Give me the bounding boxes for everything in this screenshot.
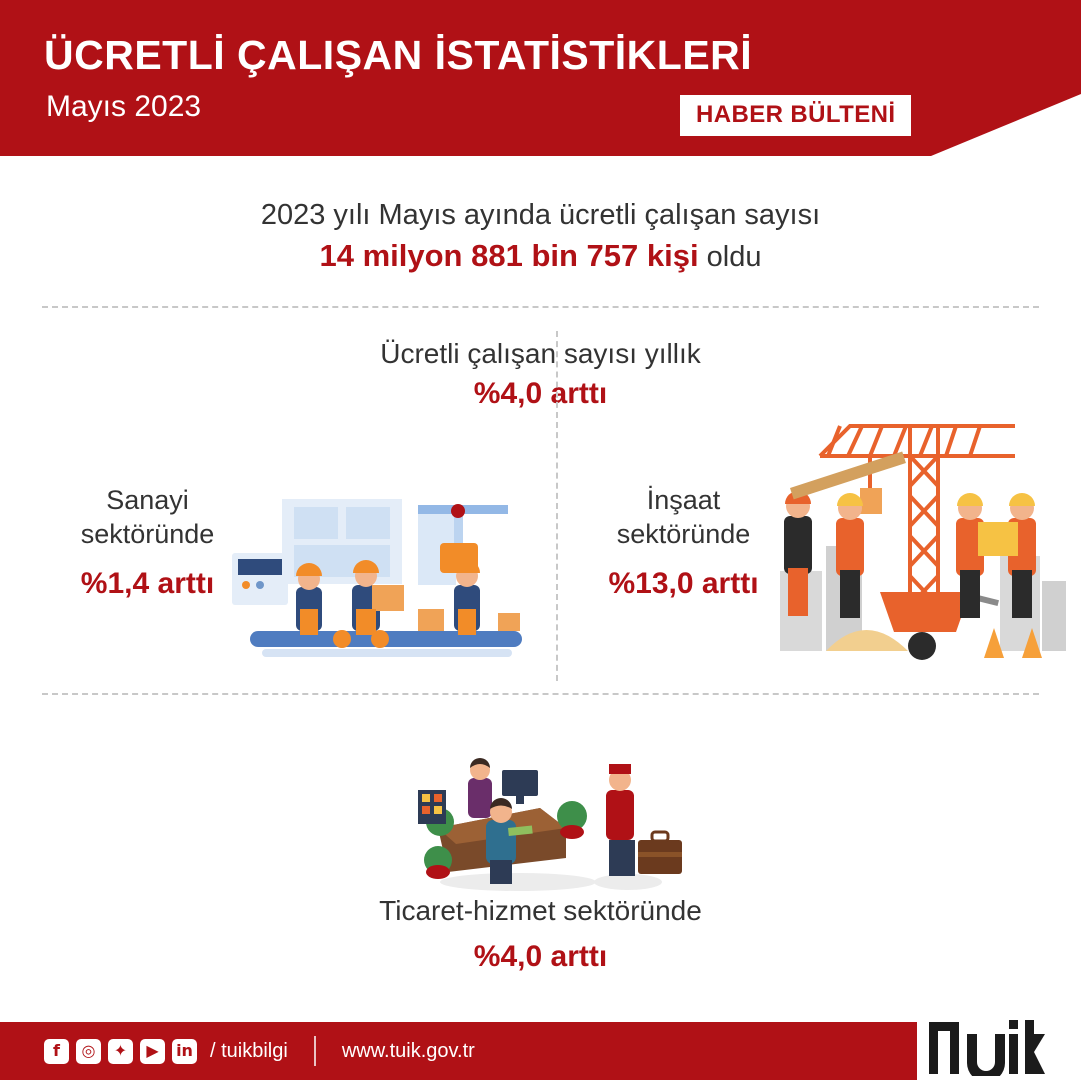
page-header	[0, 0, 1081, 156]
social-handle: / tuikbilgi	[210, 1039, 288, 1062]
youtube-icon[interactable]: ▶	[140, 1039, 165, 1064]
sector-sanayi-value: %1,4 arttı	[80, 566, 215, 600]
divider-bottom	[42, 693, 1039, 695]
tuik-logo	[929, 1020, 1045, 1076]
divider-vertical	[556, 331, 558, 681]
lead-line-2	[0, 235, 1081, 277]
sector-ticaret-value: %4,0 arttı	[473, 940, 608, 974]
lead-statement	[0, 196, 1081, 277]
social-links	[44, 1039, 197, 1064]
headline-value: 14 milyon 881 bin 757 kişi	[319, 238, 699, 274]
sector-sanayi-name-line2: sektöründe	[80, 518, 215, 549]
lead-line-1: 2023 yılı Mayıs ayında ücretli çalışan sayısı	[260, 199, 821, 231]
twitter-icon[interactable]: ✦	[108, 1039, 133, 1064]
annual-change-value: %4,0 arttı	[473, 377, 608, 411]
instagram-icon[interactable]: ◎	[76, 1039, 101, 1064]
headline-suffix: oldu	[698, 241, 762, 274]
page-title: ÜCRETLİ ÇALIŞAN İSTATİSTİKLERİ	[44, 32, 753, 78]
sector-insaat-value: %13,0 arttı	[608, 566, 759, 600]
annual-change-label: Ücretli çalışan sayısı yıllık	[380, 338, 701, 369]
bulletin-badge: HABER BÜLTENİ	[680, 95, 911, 136]
sector-insaat-name-line1: İnşaat	[646, 485, 721, 515]
footer-separator	[314, 1036, 316, 1066]
page-footer	[0, 1022, 1081, 1080]
sector-ticaret-label	[0, 891, 1081, 978]
sector-ticaret-name: Ticaret-hizmet sektöründe	[379, 895, 702, 926]
tuik-logo-mark	[929, 1020, 1045, 1076]
page-subtitle: Mayıs 2023	[46, 90, 202, 123]
construction-workers-illustration	[770, 396, 1070, 681]
factory-workers-illustration	[222, 481, 552, 681]
linkedin-icon[interactable]: in	[172, 1039, 197, 1064]
sector-sanayi-name-line1: Sanayi	[106, 485, 189, 515]
sector-insaat-name-line2: sektöründe	[616, 518, 751, 549]
main-content	[0, 156, 1081, 1022]
facebook-icon[interactable]: f	[44, 1039, 69, 1064]
sector-insaat-label	[576, 484, 791, 602]
website-link[interactable]: www.tuik.gov.tr	[341, 1039, 475, 1062]
hotel-service-illustration	[390, 736, 690, 896]
divider-top	[42, 306, 1039, 308]
